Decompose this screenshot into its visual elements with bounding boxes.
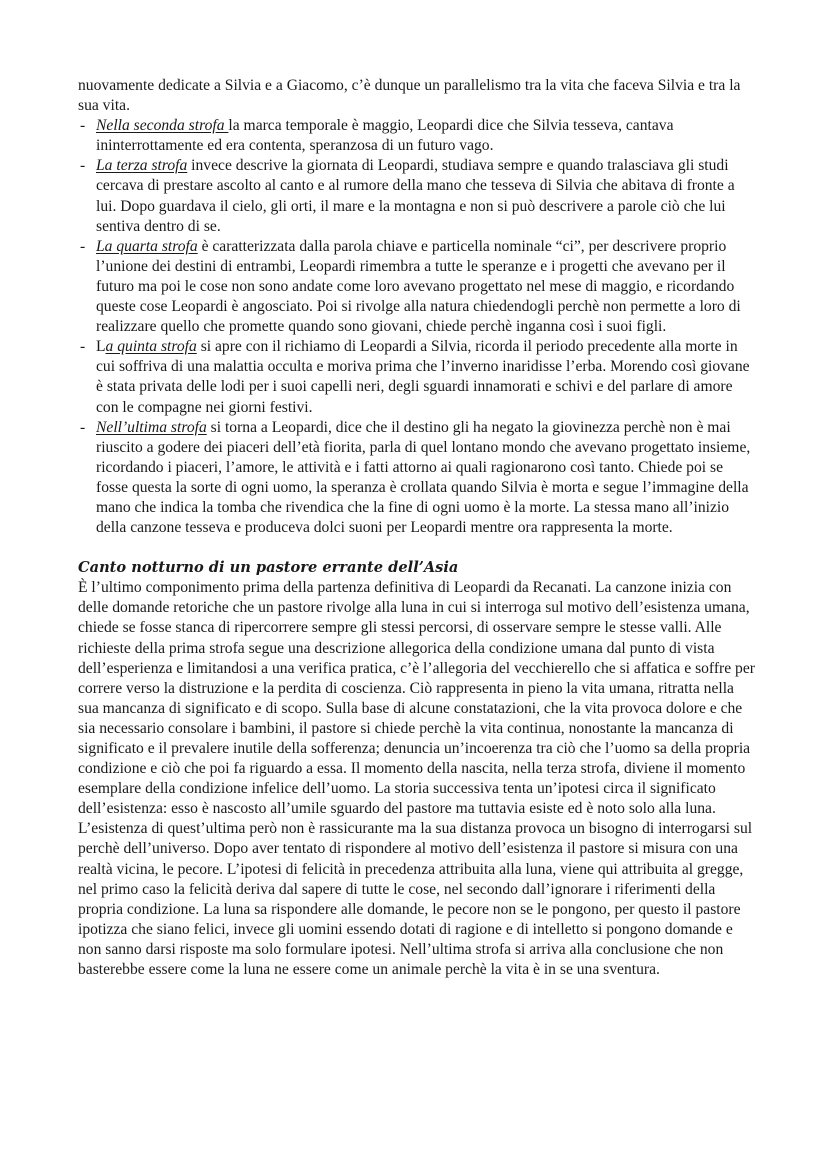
strofa-text: si apre con il richiamo di Leopardi a Silvia, ricorda il periodo precedente alla morte in cui soffriva di una malattia occulta e moriva prima che l’inverno inaridisse l’erba. Morendo così giovane è stata privata delle lodi per i suoi capelli neri, degli sguardi innamorati e schivi e del parlare di amore con le compagne nei giorni festivi. xyxy=(96,338,750,416)
list-item-ultima-strofa xyxy=(78,418,758,539)
strofa-text: la marca temporale è maggio, Leopardi dice che Silvia tesseva, cantava ininterrottamente ed era contenta, speranzosa di un futuro vago. xyxy=(96,117,674,155)
bullet-dash: - xyxy=(80,418,86,436)
bullet-dash: - xyxy=(80,117,86,135)
strofa-label: Nella seconda strofa xyxy=(96,117,229,135)
strofa-prefix: L xyxy=(96,338,106,356)
bullet-dash: - xyxy=(80,157,86,175)
list-item-seconda-strofa xyxy=(78,116,758,156)
intro-paragraph: nuovamente dedicate a Silvia e a Giacomo, c’è dunque un parallelismo tra la vita che faceva Silvia e tra la sua vita. xyxy=(78,77,741,115)
strofa-label: La quarta strofa xyxy=(96,237,198,255)
strofa-label: La terza strofa xyxy=(96,157,188,175)
strofa-label: a quinta strofa xyxy=(105,338,197,356)
list-item-terza-strofa xyxy=(78,156,758,236)
document-page xyxy=(78,76,758,980)
section-spacer xyxy=(78,538,758,558)
list-item-quinta-strofa xyxy=(78,337,758,417)
strofa-text: si torna a Leopardi, dice che il destino gli ha negato la giovinezza perchè non è mai riuscito a godere dei piaceri dell’età fiorita, parla di quel lontano mondo che avevano progettato insieme, ricordando i piaceri, l’amore, le attività e i fatti attorno ai quali ragionarono così tanto. Chiede poi se fosse questa la sorte di ogni uomo, la speranza è crollata quando Silvia è morta e segue l’immagine della mano che indica la tomba che rivendica che la fine di ogni uomo è la morte. La stessa mano all’inizio della canzone tesseva e produceva dolci suoni per Leopardi mentre ora rappresenta la morte. xyxy=(96,418,751,537)
bullet-dash: - xyxy=(80,338,86,356)
strofa-text: è caratterizzata dalla parola chiave e particella nominale “ci”, per descrivere proprio l’unione dei destini di entrambi, Leopardi rimembra a tutte le speranze e i progetti che avevano per il futuro ma poi le cose non sono andate come loro avevano progettato nel mese di maggio, e ricordando queste cose Leopardi è angosciato. Poi si rivolge alla natura chiedendogli perchè non permette a loro di realizzare quello che promette quando sono giovani, chiede perchè inganna così i suoi figli. xyxy=(96,237,741,336)
strofa-label: Nell’ultima strofa xyxy=(96,418,207,436)
section-heading: Canto notturno di un pastore errante dell’Asia xyxy=(78,559,459,577)
bullet-dash: - xyxy=(80,237,86,255)
strofa-text: invece descrive la giornata di Leopardi, studiava sempre e quando tralasciava gli studi cercava di prestare ascolto al canto e al rumore della mano che tesseva di Silvia che abitava di fronte a lui. Dopo guardava il cielo, gli orti, il mare e la montagna e non si può descrivere a parole ciò che lui sentiva dentro di se. xyxy=(96,157,735,235)
strofe-list xyxy=(78,116,758,538)
section-body: È l’ultimo componimento prima della partenza definitiva di Leopardi da Recanati. La canzone inizia con delle domande retoriche che un pastore rivolge alla luna in cui si interroga sul motivo dell’esistenza umana, chiede se fosse stanca di ripercorrere sempre gli stessi percorsi, di osservare sempre le stesse valli. Alle richieste della prima strofa segue una descrizione allegorica della condizione umana dal punto di vista dell’esperienza e limitandosi a una verifica pratica, c’è l’allegoria del vecchierello che si affatica e soffre per correre verso la distruzione e la perdita di coscienza. Ciò rappresenta in pieno la vita umana, ritratta nella sua mancanza di significato e di scopo. Sulla base di alcune constatazioni, che la vita provoca dolore e che sia necessario consolare i bambini, il pastore si chiede perchè la vita continua, nonostante la mancanza di significato e il prevalere inutile della sofferenza; denuncia un’incoerenza tra ciò che l’uomo sa della propria condizione e ciò che poi fa riguardo a essa. Il momento della nascita, nella terza strofa, diviene il momento esemplare della condizione infelice dell’uomo. La storia successiva tenta un’ipotesi circa il significato dell’esistenza: esso è nascosto all’umile sguardo del pastore ma tuttavia esiste ed è noto solo alla luna. L’esistenza di quest’ultima però non è rassicurante ma la sua distanza provoca un bisogno di interrogarsi sul perchè dell’universo. Dopo aver tentato di rispondere al motivo dell’esistenza il pastore si misura con una realtà vicina, le pecore. L’ipotesi di felicità in precedenza attribuita alla luna, viene qui attribuita al gregge, nel primo caso la felicità deriva dal sapere di tutte le cose, nel secondo dall’ignorare i riferimenti della propria condizione. La luna sa rispondere alle domande, le pecore non se le pongono, per questo il pastore ipotizza che siano felici, invece gli uomini essendo dotati di ragione e di intelletto si pongono domande e non sanno darsi risposte ma solo formulare ipotesi. Nell’ultima strofa si arriva alla conclusione che non basterebbe essere come la luna ne essere come un animale perchè la vita è in se una sventura. xyxy=(78,579,755,979)
list-item-quarta-strofa xyxy=(78,237,758,337)
